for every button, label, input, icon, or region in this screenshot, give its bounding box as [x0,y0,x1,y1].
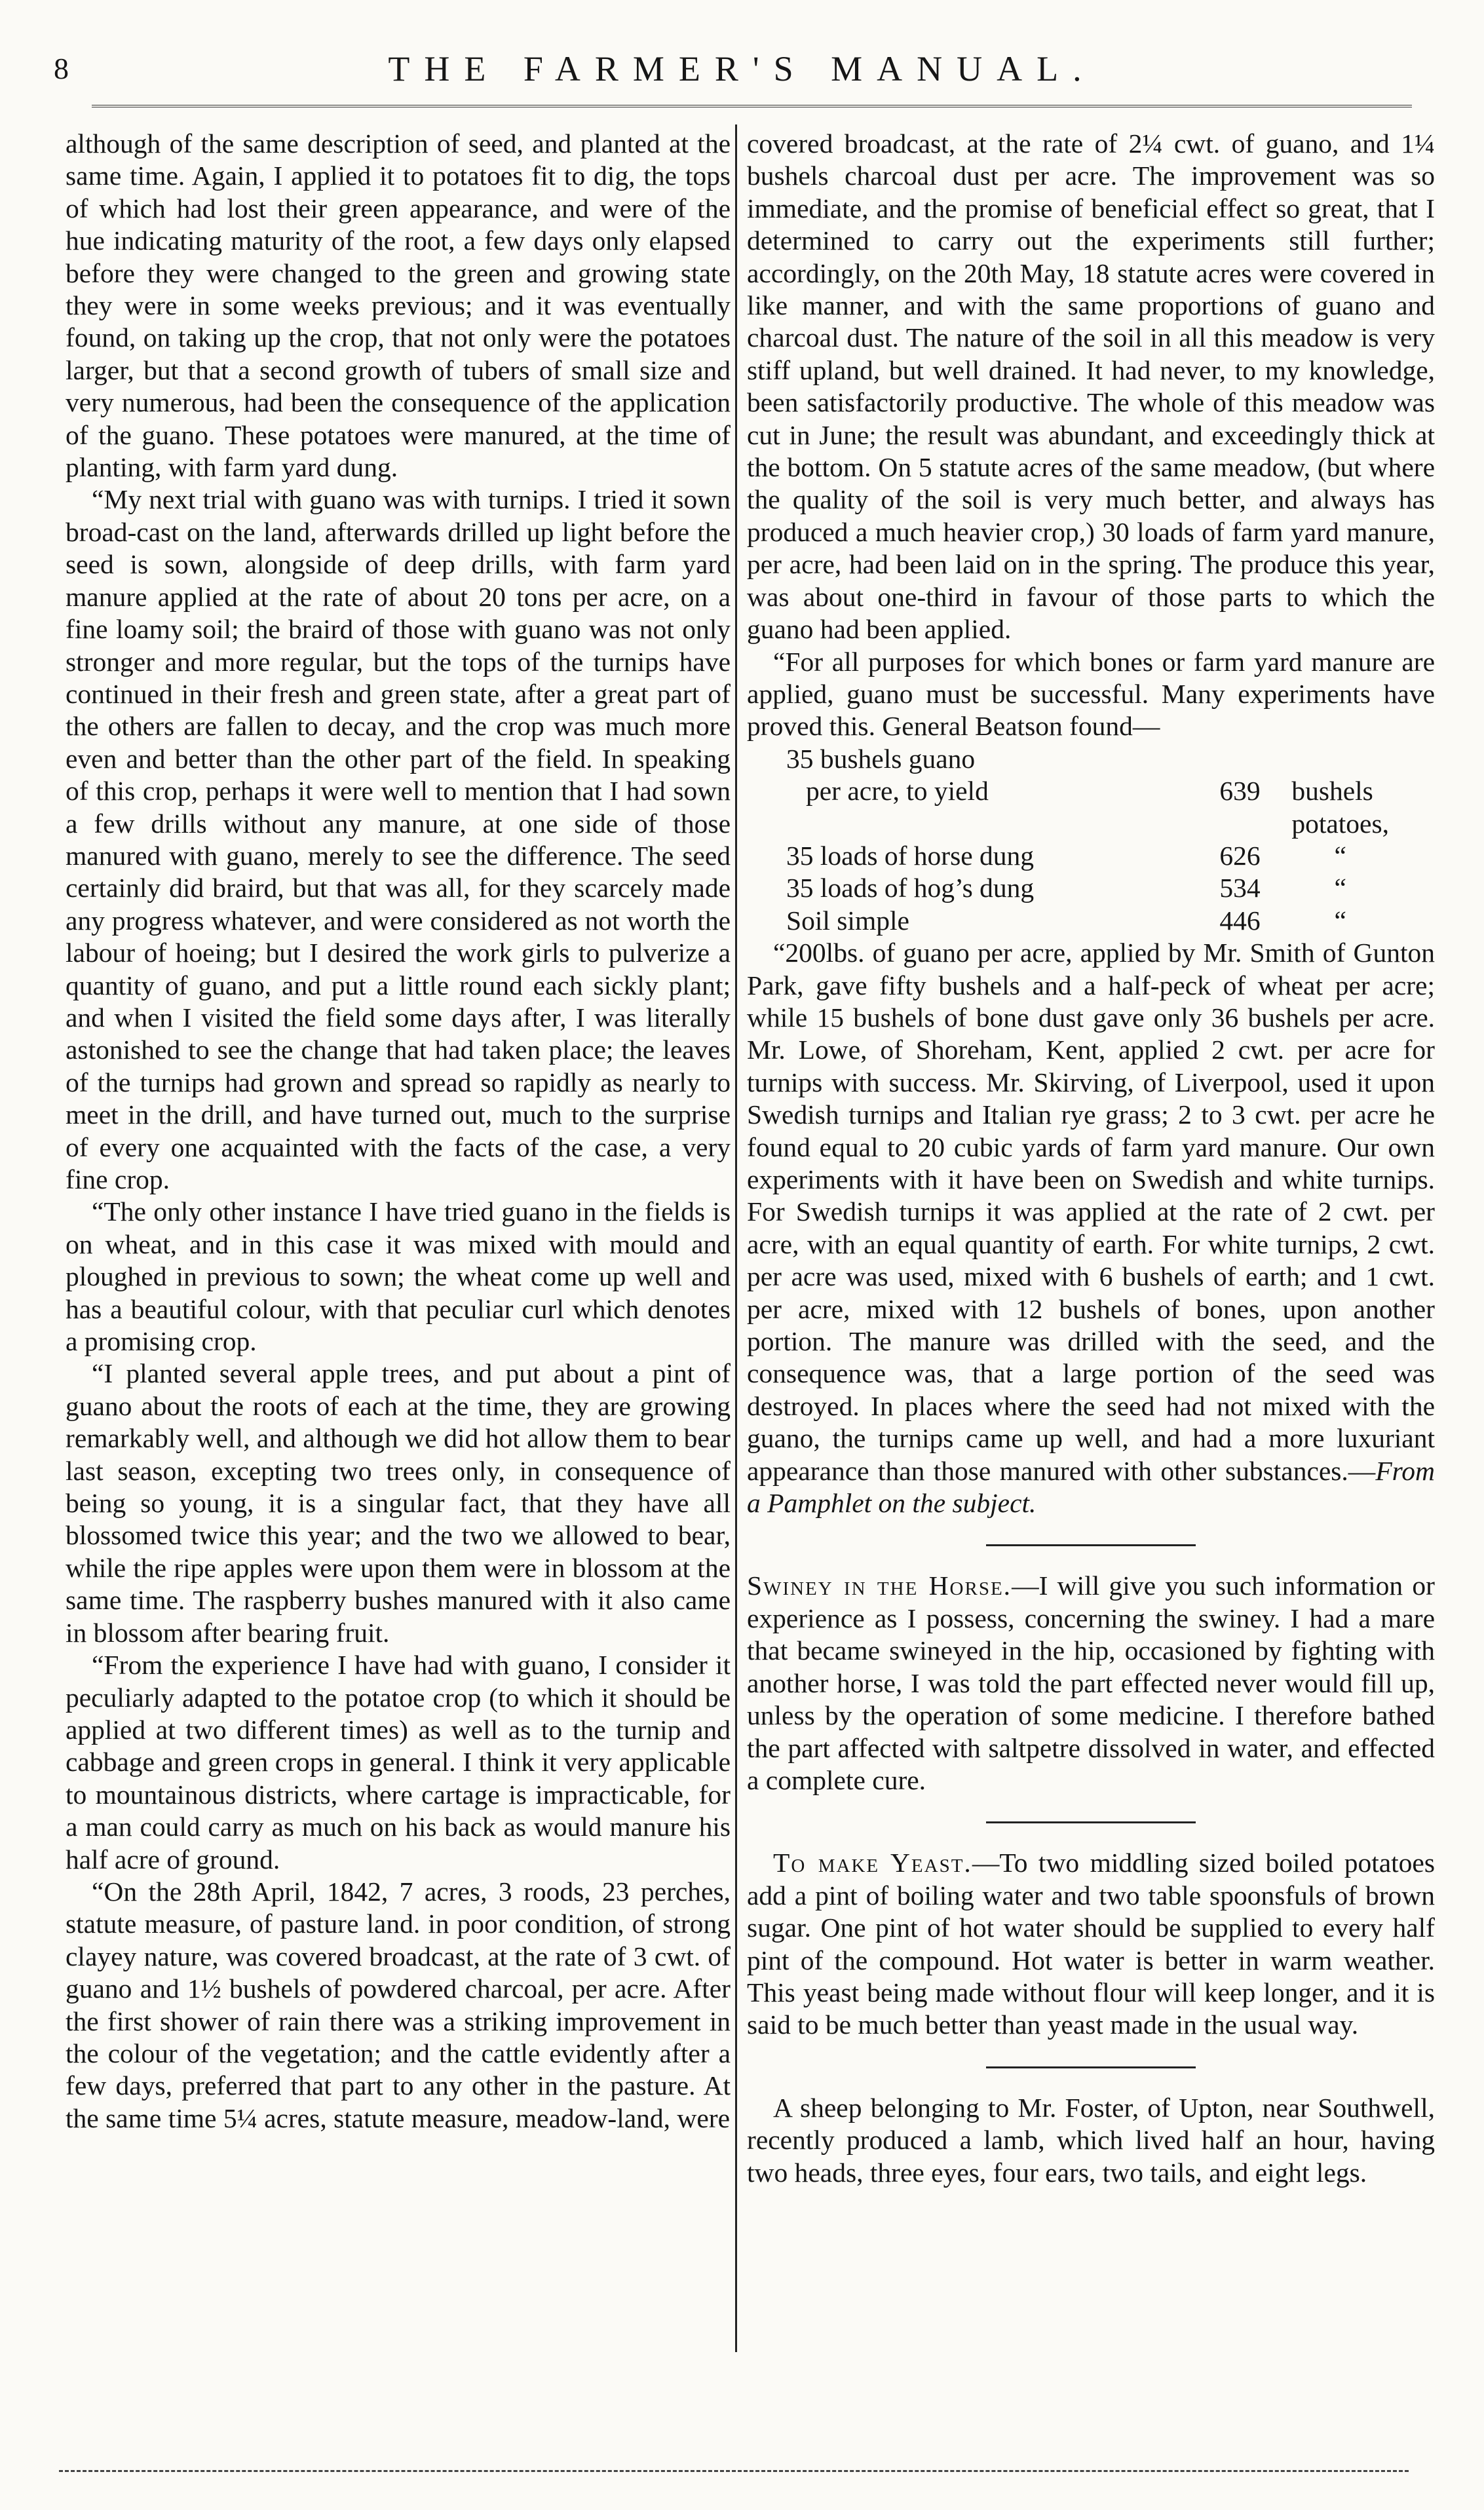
left-column [66,128,731,2135]
yield-value: 534 [1219,873,1261,903]
page-header [0,46,1484,105]
paragraph: although of the same description of seed, and planted at the same time. Again, I applied it to potatoes fit to dig, the tops of which had lost their green appearance, and were of the hue indicating maturity of the root, a few days only elapsed before they were changed to the green and growing state they were in some weeks previous; and it was eventually found, on taking up the crop, that not only were the potatoes larger, but that a second growth of tubers of small size and very numerous, had been the consequence of the application of the guano. These potatoes were manured, at the time of planting, with farm yard dung. [66,128,731,483]
paragraph: “For all purposes for which bones or farm yard manure are applied, guano must be successful. Many experiments have proved this. General Beatson found— [747,646,1435,742]
section-separator [986,1544,1196,1546]
yield-unit: “ [1334,873,1346,903]
yield-label: Soil simple [786,905,909,936]
paragraph: “The only other instance I have tried guano in the fields is on wheat, and in this case it was mixed with mould and ploughed in previous to sown; the wheat come up well and has a beautiful colour, with that peculiar curl which denotes a promising crop. [66,1196,731,1357]
header-rule [92,105,1412,107]
paragraph: “On the 28th April, 1842, 7 acres, 3 roods, 23 perches, statute measure, of pasture land. in poor condition, of strong clayey nature, was covered broadcast, at the rate of 3 cwt. of guano and 1½ bushels of powdered charcoal, per acre. After the first shower of rain there was a striking improvement in the colour of the vegetation; and the cattle evidently after a few days, preferred that part to any other in the pasture. At the same time 5¼ acres, statute measure, meadow-land, were [66,1876,731,2133]
table-row [786,872,1389,904]
paragraph [747,937,1435,1519]
running-title: THE FARMER'S MANUAL. [388,49,1096,88]
paragraph: “I planted several apple trees, and put about a pint of guano about the roots of each at the time, they are growing remarkably well, and although we did hot allow them to bear last season, excepting two trees only, in consequence of being so young, it is a singular fact, that they have all blossomed twice this year; and the two we allowed to bear, while the ripe apples were upon them were in blossom at the same time. The raspberry bushes manured with it also came in blossom after bearing fruit. [66,1358,731,1648]
yield-value: 639 [1219,776,1261,807]
yield-unit: bushels potatoes, [1291,776,1389,839]
section-separator [986,1821,1196,1823]
paragraph-text: “200lbs. of guano per acre, applied by Mr. Smith of Gunton Park, gave fifty bushels and a half-peck of wheat per acre; while 15 bushels of bone dust gave only 36 bushels per acre. Mr. Lowe, of Shoreham, Kent, applied 2 cwt. per acre for turnips with success. Mr. Skirving, of Liverpool, used it upon Swedish turnips and Italian rye grass; 2 to 3 cwt. per acre he found equal to 20 cubic yards of farm yard manure. Our own experiments with it have been on Swedish and white turnips. For Swedish turnips it was applied at the rate of 2 cwt. per acre, with an equal quantity of earth. For white turnips, 2 cwt. per acre was used, mixed with 6 bushels of earth; and 1 cwt. per acre, mixed with 12 bushels of bones, upon another portion. The manure was drilled with the seed, and the consequence was, that a large portion of the seed was destroyed. In places where the seed had not mixed with the guano, the turnips came up well, and had a more luxuriant appearance than those manured with other substances.— [747,938,1435,1486]
section-separator [986,2066,1196,2068]
page-number: 8 [54,52,69,85]
article-body: —To two middling sized boiled potatoes add a pint of boiling water and two table spoonsfuls of brown sugar. One pint of hot water should be supplied to every half pint of the compound. Hot water is better in warm weather. This yeast being made without flour will keep longer, and it is said to be much better than yeast made in the usual way. [747,1848,1435,2040]
source-citation: From a Pamphlet on the subject. [747,1455,1435,1519]
table-row [786,840,1389,872]
table-row [786,905,1389,937]
table-row [786,775,1389,840]
column-divider [735,124,737,2352]
yield-label: 35 loads of hog’s dung [786,873,1035,903]
article-title: To make Yeast. [773,1848,972,1878]
paragraph: covered broadcast, at the rate of 2¼ cwt. of guano, and 1¼ bushels charcoal dust per acre. The improvement was so immediate, and the promise of beneficial effect so great, that I determined to carry out the experiments still further; accordingly, on the 20th May, 18 statute acres were covered in like manner, and with the same proportions of guano and charcoal dust. The nature of the soil in all this meadow is very stiff upland, but well drained. It had never, to my knowledge, been satisfactorily productive. The whole of this meadow was cut in June; the result was abundant, and exceedingly thick at the bottom. On 5 statute acres of the same meadow, (but where the quality of the soil is very much better, and always has produced a much heavier crop,) 30 loads of farm yard manure, per acre, had been laid on in the spring. The produce this year, was about one-third in favour of those parts to which the guano had been applied. [747,128,1435,645]
article-title: Swiney in the Horse. [747,1570,1012,1601]
paragraph: “My next trial with guano was with turnips. I tried it sown broad-cast on the land, afterwards drilled up light before the seed is sown, alongside of deep drills, with farm yard manure applied at the rate of about 20 tons per acre, on a fine loamy soil; the braird of those with guano was not only stronger and more regular, but the tops of the turnips have continued in their fresh and green state, after a great part of the others are fallen to decay, and the crop was much more even and better than the other part of the field. In speaking of this crop, perhaps it were well to mention that I had sown a few drills without any manure, at one side of those manured with guano, merely to see the difference. The seed certainly did braird, but that was all, for they scarcely made any progress whatever, and were considered as not worth the labour of hoeing; but I desired the work girls to pulverize a quantity of guano, and put a little round each sickly plant; and when I visited the field some days after, I was literally astonished to see the change that had taken place; the leaves of the turnips had grown and spread so rapidly as nearly to meet in the drill, and have turned out, much to the surprise of every one acquainted with the facts of the case, a very fine crop. [66,484,731,1194]
yield-label: per acre, to yield [806,776,989,807]
yield-value: 626 [1219,840,1261,871]
yield-label: 35 loads of horse dung [786,840,1035,871]
yield-table-heading: 35 bushels guano [786,743,976,774]
article-body: —I will give you such information or experience as I possess, concerning the swiney. I had a mare that became swineyed in the hip, occasioned by fighting with another horse, I was told the part effected never would fill up, unless by the operation of some medicine. I therefore bathed the part affected with saltpetre dissolved in water, and effected a complete cure. [747,1570,1436,1795]
yield-table [786,775,1389,937]
paragraph: “From the experience I have had with guano, I consider it peculiarly adapted to the potatoe crop (to which it should be applied at two different times) as well as to the turnip and cabbage and green crops in general. I think it very applicable to mountainous districts, where cartage is impracticable, for a man could carry as much on his back as would manure his half acre of ground. [66,1650,731,1874]
article-swiney [747,1570,1435,1797]
yield-unit: “ [1334,905,1346,936]
right-column [747,128,1435,2189]
yield-unit: “ [1334,840,1346,871]
article-sheep: A sheep belonging to Mr. Foster, of Upton, near Southwell, recently produced a lamb, which lived half an hour, having two heads, three eyes, four ears, two tails, and eight legs. [747,2092,1435,2188]
article-yeast [747,1847,1435,2041]
footer-rule [59,2470,1409,2472]
yield-value: 446 [1219,905,1261,936]
